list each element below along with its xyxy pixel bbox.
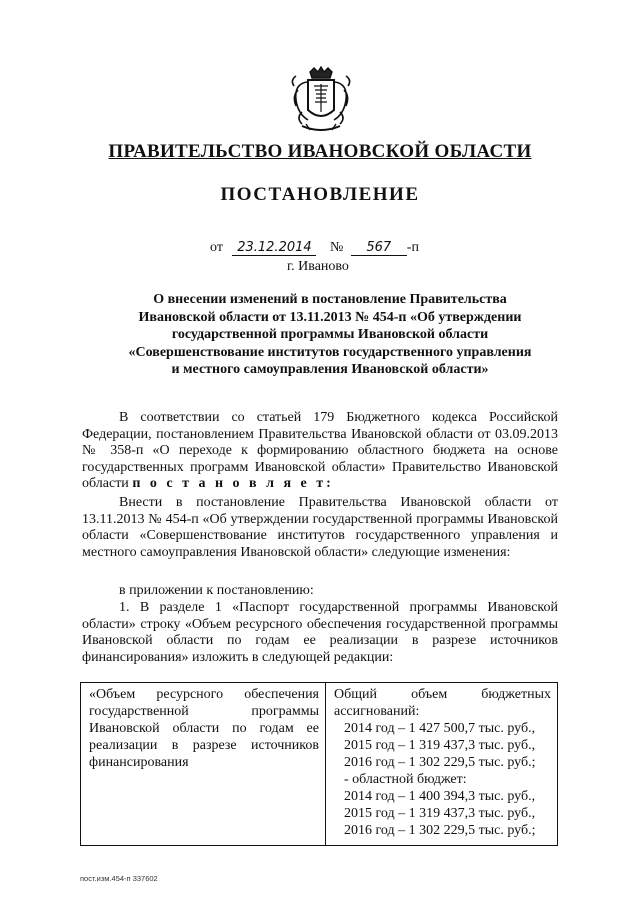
decree-dateline xyxy=(210,240,419,256)
subject-line: Ивановской области от 13.11.2013 № 454-п «Об утверждении xyxy=(138,309,522,325)
resolves-word: п о с т а н о в л я е т: xyxy=(132,476,334,491)
city: г. Иваново xyxy=(287,259,349,274)
body-paragraph-3 xyxy=(82,583,558,600)
resource-table xyxy=(80,682,558,846)
regional-heading: - областной бюджет: xyxy=(344,772,467,787)
document-type-title: ПОСТАНОВЛЕНИЕ xyxy=(220,184,420,205)
total-heading: Общий объем бюджетных ассигнований: xyxy=(334,687,551,719)
amendment-text: Внести в постановление Правительства Ивановской области от 13.11.2013 № 454-п «Об утверждении государственной программы Ивановской области «Совершенствование институтов государственного управления и местного самоуправления Ивановской области» следующие изменения: xyxy=(82,495,558,560)
subject-line: О внесении изменений в постановление Правительства xyxy=(153,292,507,307)
number-label: № xyxy=(329,240,344,255)
body-paragraph-2 xyxy=(82,495,558,561)
total-year-line: 2015 год – 1 319 437,3 тыс. руб., xyxy=(344,738,536,753)
total-year-line: 2016 год – 1 302 229,5 тыс. руб.; xyxy=(344,755,536,770)
preamble-text: В соответствии со статьей 179 Бюджетного кодекса Российской Федерации, постановлением Правительства Ивановской области от 03.09.2013 № 358-п «О переходе к формированию областного бюджета на основе государственных программ Ивановской области» Правительство Ивановской области xyxy=(82,410,558,491)
decree-subject xyxy=(120,291,540,379)
total-year-line: 2014 год – 1 427 500,7 тыс. руб., xyxy=(344,721,536,736)
table-row xyxy=(81,683,558,846)
table-cell-label: «Объем ресурсного обеспечения государственной программы Ивановской области по годам ее реализации в разрезе источников финансирования xyxy=(81,683,326,846)
subject-line: государственной программы Ивановской области xyxy=(171,327,489,342)
number-suffix: -п xyxy=(406,240,419,255)
footer-code: пост.изм.454-п 337602 xyxy=(80,874,158,883)
table-cell-values xyxy=(326,683,558,846)
regional-year-line: 2014 год – 1 400 394,3 тыс. руб., xyxy=(344,789,536,804)
section-change-text: 1. В разделе 1 «Паспорт государственной программы Ивановской области» строку «Объем ресурсного обеспечения государственной программы Ивановской области по годам ее реализации в разрезе источников финансирования» изложить в следующей редакции: xyxy=(82,600,558,665)
subject-line: «Совершенствование институтов государственного управления xyxy=(128,344,532,360)
decree-date: 23.12.2014 xyxy=(232,241,316,256)
date-label: от xyxy=(210,240,223,255)
appendix-text: в приложении к постановлению: xyxy=(119,583,314,598)
coat-of-arms-icon xyxy=(288,66,354,136)
decree-number: 567 xyxy=(351,241,407,256)
government-title: ПРАВИТЕЛЬСТВО ИВАНОВСКОЙ ОБЛАСТИ xyxy=(108,141,532,162)
body-paragraph-4 xyxy=(82,600,558,666)
regional-year-line: 2015 год – 1 319 437,3 тыс. руб., xyxy=(344,806,536,821)
regional-year-line: 2016 год – 1 302 229,5 тыс. руб.; xyxy=(344,823,536,838)
body-paragraph-1 xyxy=(82,410,558,493)
subject-line: и местного самоуправления Ивановской области» xyxy=(171,362,489,377)
